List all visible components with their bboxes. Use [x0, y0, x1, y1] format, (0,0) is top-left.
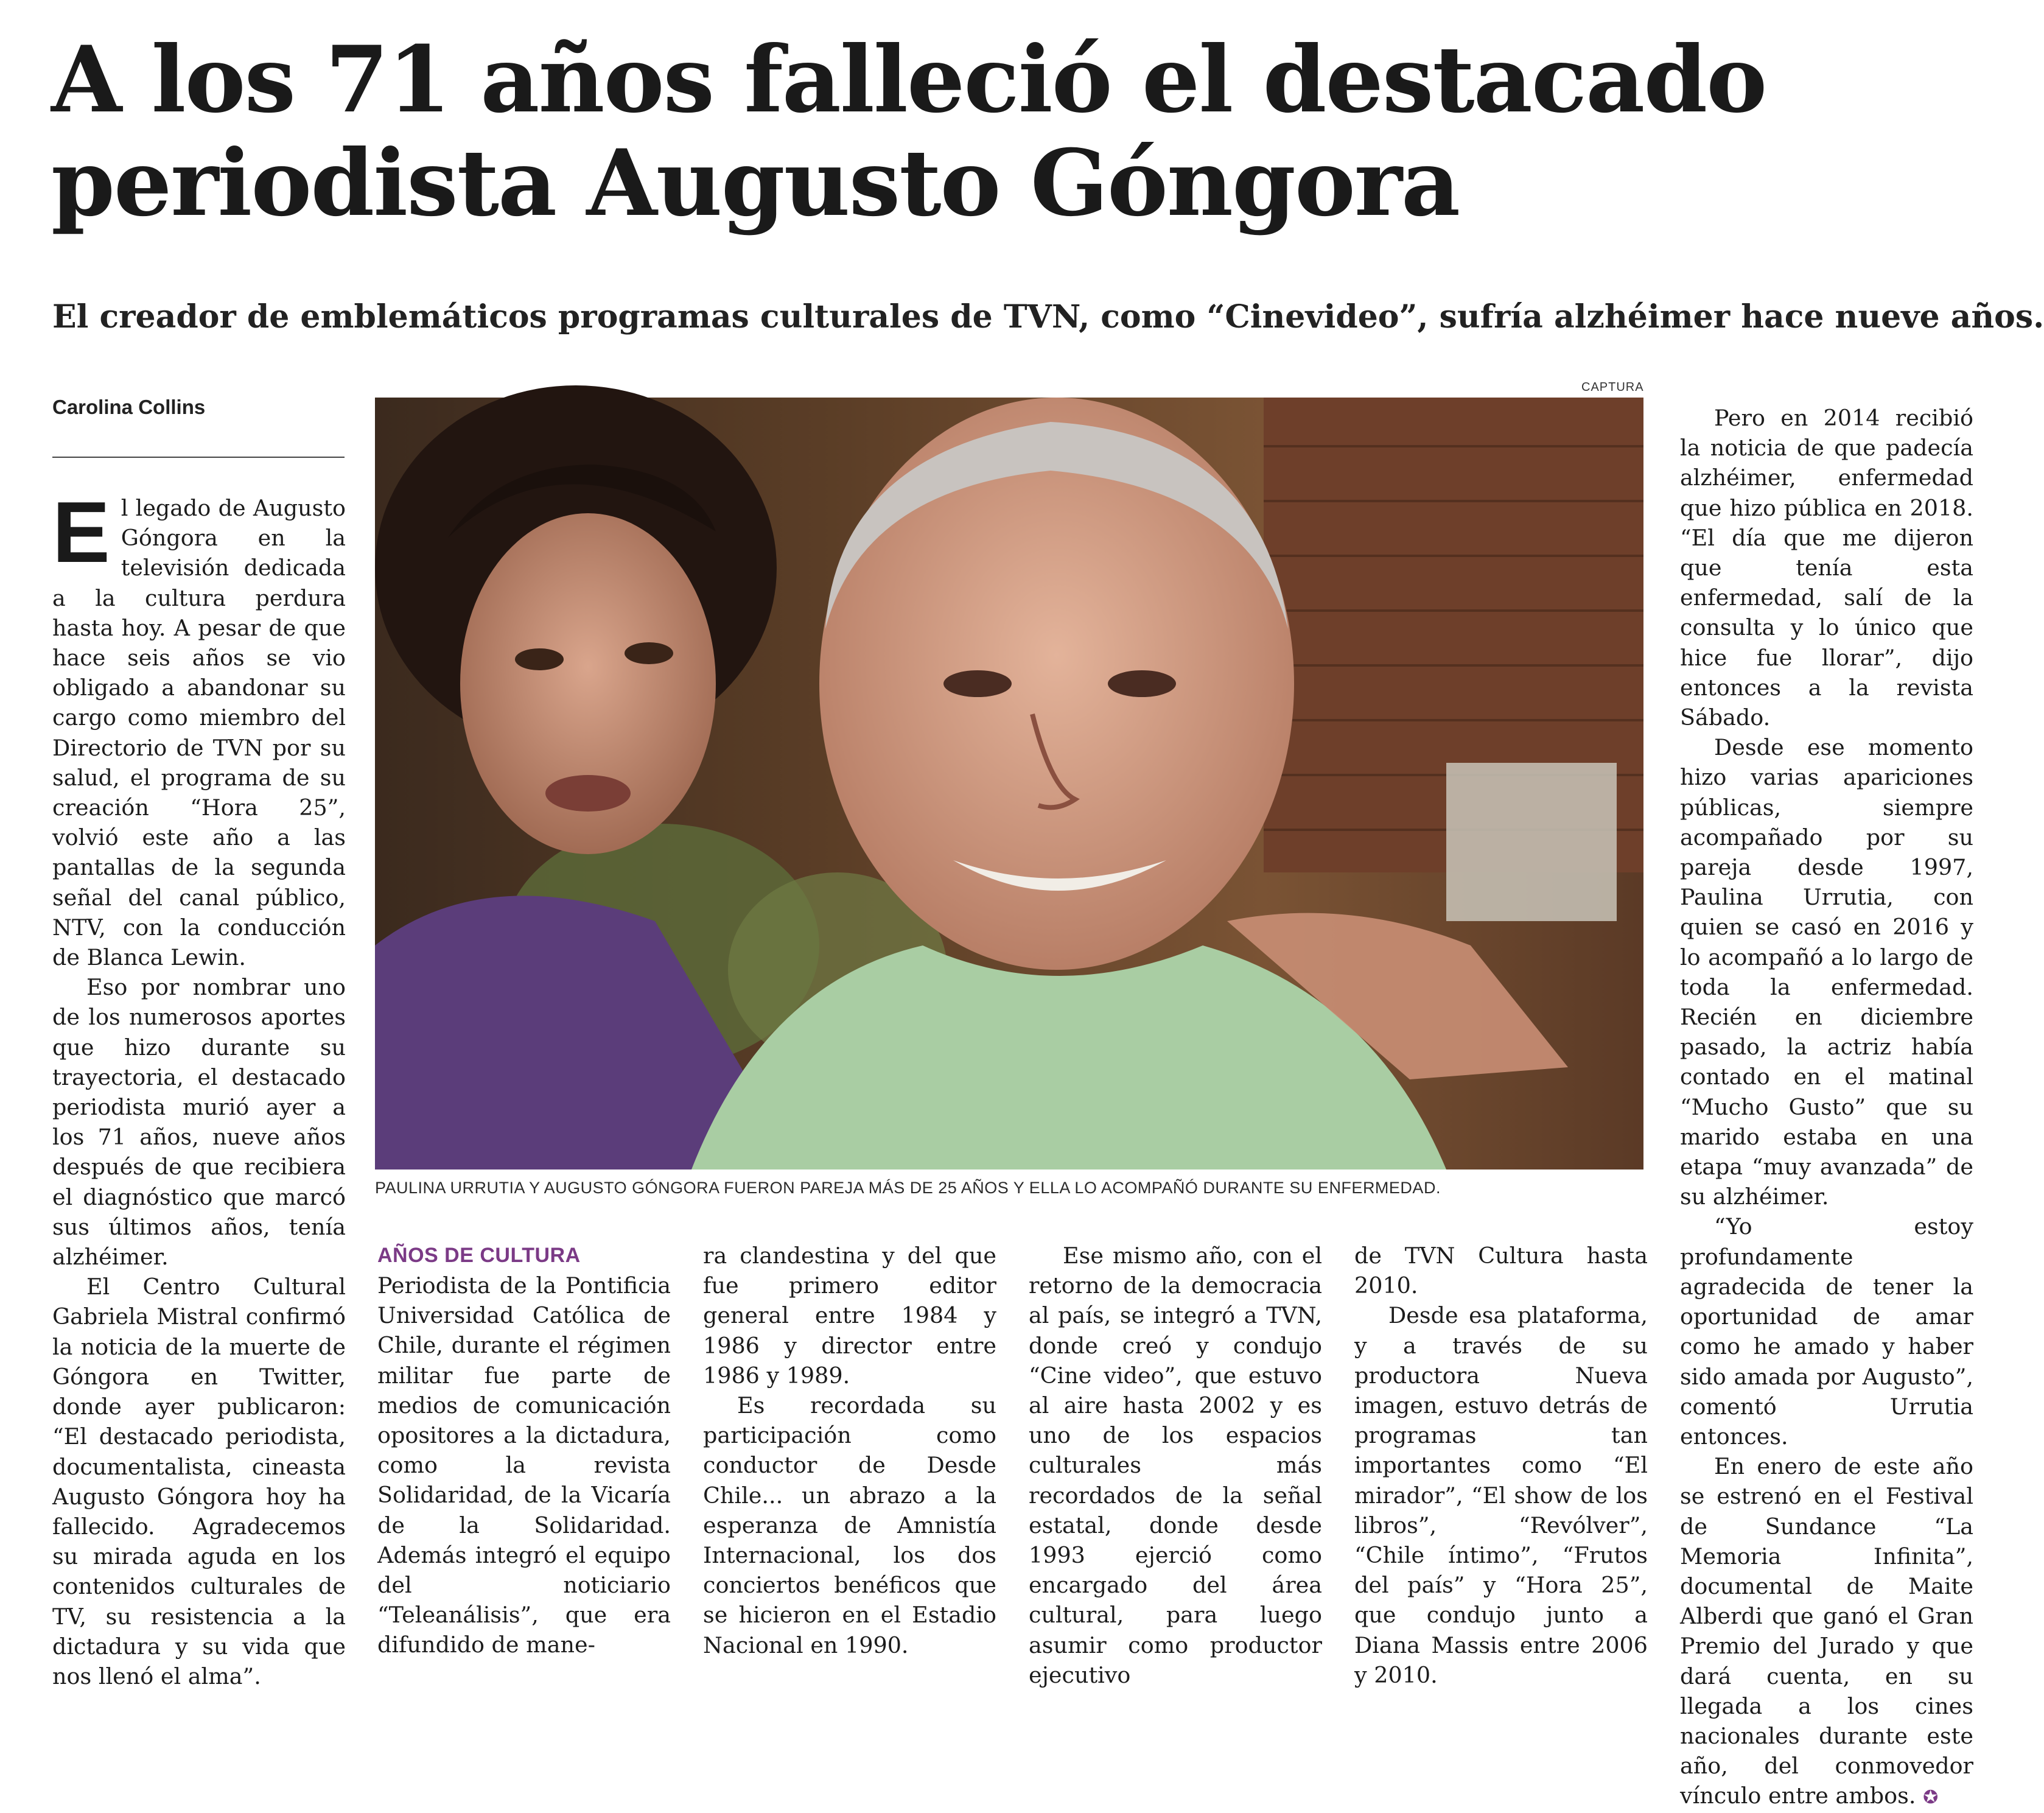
paragraph: Desde esa plataforma, y a través de su productora Nueva imagen, estuvo detrás de programas tan importantes como “El mirador”, “El show de los libros”, “Revólver”, “Chile íntimo”, “Frutos del país” y “Hora 25”, que condujo junto a Diana Massis entre 2006 y 2010. — [1354, 1302, 1648, 1688]
byline-divider — [52, 457, 345, 458]
article-column-5 — [1354, 1241, 1648, 1688]
article-column-1 — [52, 484, 346, 1689]
photo-credit: CAPTURA — [1581, 380, 1644, 394]
subtitle: El creador de emblemáticos programas culturales de TVN, como “Cinevideo”, sufría alzhéimer hace nueve años. — [52, 298, 2044, 335]
paragraph: Es recordada su participación como conductor de Desde Chile... un abrazo a la esperanza de Amnistía Internacional, los dos conciertos benéficos que se hicieron en el Estadio Nacional en 1990. — [703, 1392, 996, 1658]
headline — [51, 28, 1969, 235]
paragraph — [1680, 1451, 1973, 1812]
article-column-4 — [1029, 1241, 1322, 1688]
end-mark-icon: ✪ — [1923, 1787, 1939, 1809]
paragraph: Ese mismo año, con el retorno de la democracia al país, se integró a TVN, donde creó y condujo “Cine video”, que estuvo al aire hasta 2002 y es uno de los espacios culturales más recordados de la señal estatal, donde desde 1993 ejerció como encargado del área cultural, para luego asumir como productor ejecutivo — [1029, 1243, 1322, 1688]
byline: Carolina Collins — [52, 396, 206, 418]
paragraph: Pero en 2014 recibió la noticia de que padecía alzhéimer, enfermedad que hizo pública en 2018. “El día que me dijeron que tenía esta enfermedad, salí de la consulta y lo único que hice fue llorar”, dijo entonces a la revista Sábado. — [1680, 405, 1973, 731]
headline-line-1: A los 71 años falleció el destacado — [51, 26, 1766, 133]
article-photo — [375, 398, 1643, 1170]
section-heading: AÑOS DE CULTURA — [377, 1244, 581, 1267]
article-column-3 — [703, 1241, 996, 1658]
article-column-2 — [377, 1241, 671, 1658]
headline-line-2: periodista Augusto Góngora — [51, 130, 1460, 237]
lead-paragraph-text: l legado de Augusto Góngora en la televisión dedicada a la cultura perdura hasta hoy. A pesar de que hace seis años se vio obligado a abandonar su cargo como miembro del Directorio de TVN por su salud, el programa de su creación “Hora 25”, volvió este año a las pantallas de la segunda señal del canal público, NTV, con la conducción de Blanca Lewin. — [52, 495, 346, 971]
photo-caption: PAULINA URRUTIA Y AUGUSTO GÓNGORA FUERON PAREJA MÁS DE 25 AÑOS Y ELLA LO ACOMPAÑÓ DURANTE SU ENFERMEDAD. — [375, 1179, 1441, 1197]
paragraph: Eso por nombrar uno de los numerosos aportes que hizo durante su trayectoria, el destacado periodista murió ayer a los 71 años, nueve años después de que recibiera el diagnóstico que marcó sus últimos años, tenía alzhéimer. — [52, 974, 346, 1271]
paragraph: Periodista de la Pontificia Universidad Católica de Chile, durante el régimen militar fue parte de medios de comunicación opositores a la dictadura, como la revista Solidaridad, de la Vicaría de la Solidaridad. Además integró el equipo del noticiario “Teleanálisis”, que era difundido de mane- — [377, 1272, 671, 1658]
article-column-6 — [1680, 403, 1973, 1809]
paragraph: El Centro Cultural Gabriela Mistral confirmó la noticia de la muerte de Góngora en Twitter, donde ayer publicaron: “El destacado periodista, documentalista, cineasta Augusto Góngora hoy ha fallecido. Agradecemos su mirada aguda en los contenidos culturales de TV, su resistencia a la dictadura y su vida que nos llenó el alma”. — [52, 1274, 346, 1689]
paragraph: de TVN Cultura hasta 2010. — [1354, 1243, 1648, 1299]
closing-paragraph-text: En enero de este año se estrenó en el Festival de Sundance “La Memoria Infinita”, documental de Maite Alberdi que ganó el Gran Premio del Jurado y que dará cuenta, en su llegada a los cines nacionales durante este año, del conmovedor vínculo entre ambos. — [1680, 1453, 1973, 1809]
lead-paragraph — [52, 484, 346, 972]
photo-illustration — [375, 398, 1643, 1170]
drop-cap: E — [52, 484, 110, 581]
paragraph: Desde ese momento hizo varias apariciones públicas, siempre acompañado por su pareja desde 1997, Paulina Urrutia, con quien se casó en 2016 y lo acompañó a lo largo de toda la enfermedad. Recién en diciembre pasado, la actriz había contado en el matinal “Mucho Gusto” que su marido estaba en una etapa “muy avanzada” de su alzhéimer. — [1680, 734, 1973, 1210]
paragraph: ra clandestina y del que fue primero editor general entre 1984 y 1986 y director entre 1986 y 1989. — [703, 1243, 996, 1389]
paragraph: “Yo estoy profundamente agradecida de tener la oportunidad de amar como he amado y haber sido amada por Augusto”, comentó Urrutia entonces. — [1680, 1213, 1973, 1450]
